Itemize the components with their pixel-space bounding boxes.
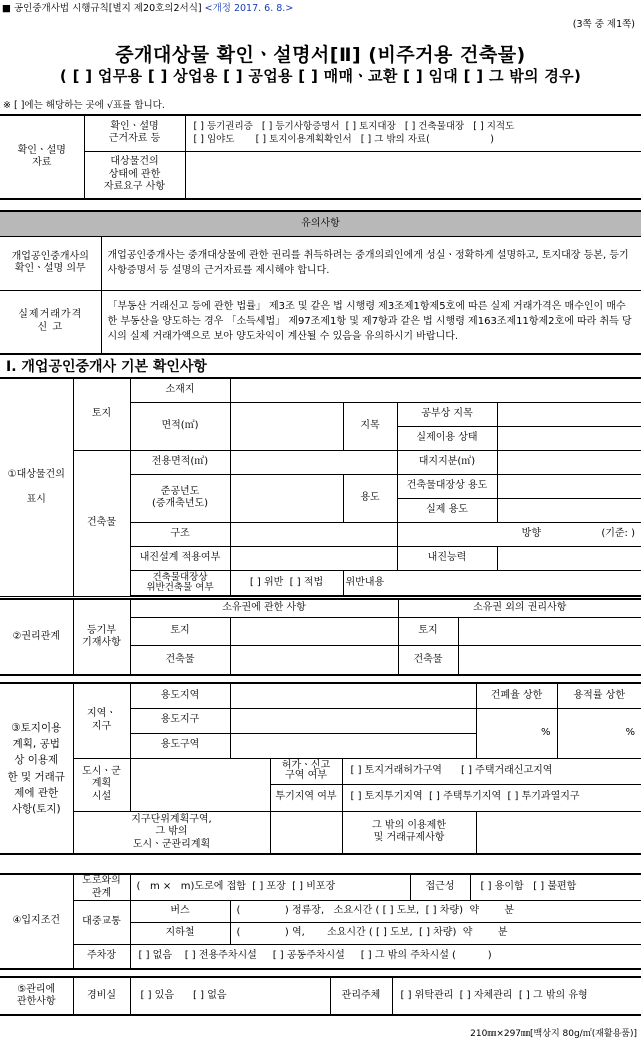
notice-header: 유의사항 <box>0 211 641 236</box>
law-reference: ■ 공인중개사법 시행규칙[별지 제20호의2서식] <box>2 3 202 14</box>
violation-content-label: 위반내용 <box>343 570 397 596</box>
district-plan-label: 지구단위계획구역, 그 밖의 도시ㆍ군관리계획 <box>73 811 270 854</box>
transit-label: 대중교통 <box>73 901 130 945</box>
seismic-label: 내진설계 적용여부 <box>130 546 230 570</box>
basis-line-2[interactable]: [ ] 임야도 [ ] 토지이용계획확인서 [ ] 그 밖의 자료( ) <box>193 134 494 146</box>
jimok-label: 지목 <box>343 402 397 450</box>
permit-options[interactable]: [ ] 토지거래허가구역 [ ] 주택거래신고지역 <box>342 758 641 784</box>
structure-label: 구조 <box>130 522 230 546</box>
violation-options[interactable]: [ ] 위반 [ ] 적법 <box>230 570 343 596</box>
permit-label: 허가ㆍ신고 구역 여부 <box>270 758 342 784</box>
page-indicator: (3쪽 중 제1쪽) <box>572 19 635 30</box>
road-label: 도로와의 관계 <box>73 874 130 901</box>
actual-use-field[interactable] <box>497 426 641 450</box>
other-building-label: 건축물 <box>398 645 458 675</box>
spec-options[interactable]: [ ] 토지투기지역 [ ] 주택투기지역 [ ] 투기과열지구 <box>342 784 641 811</box>
seismic-field[interactable] <box>230 546 397 570</box>
seismic-cap-field[interactable] <box>497 546 641 570</box>
mgmt-table <box>0 976 641 1016</box>
basis-line-1[interactable]: [ ] 등기권리증 [ ] 등기사항증명서 [ ] 토지대장 [ ] 건축물대장 [ ] 지적도 <box>193 120 515 132</box>
use-zone-label: 용도구역 <box>130 733 230 758</box>
revision-date: <개정 2017. 6. 8.> <box>204 3 294 14</box>
public-jimok-label: 공부상 지목 <box>397 402 497 426</box>
direction-label: 방향 <box>397 522 547 546</box>
ledger-use-label: 건축물대장상 용도 <box>397 474 497 498</box>
spec-area-label: 투기지역 여부 <box>270 784 342 811</box>
road-field[interactable]: ( m × m)도로에 접함 [ ] 포장 [ ] 비포장 <box>130 874 410 901</box>
price-label: 실제거래가격 신 고 <box>0 290 101 354</box>
notice-table <box>0 210 641 355</box>
land-label: 토지 <box>73 378 130 450</box>
other-rights-header: 소유권 외의 권리사항 <box>398 599 641 617</box>
confirm-label: 확인ㆍ설명 자료 <box>0 115 84 199</box>
landuse-table <box>0 682 641 855</box>
bus-field[interactable]: ( ) 정류장, 소요시간 ( [ ] 도보, [ ] 차량) 약 분 <box>230 901 641 923</box>
building-label: 건축물 <box>73 450 130 596</box>
own-land-field[interactable] <box>230 617 398 645</box>
violation-content-field[interactable] <box>397 570 641 596</box>
bcr-label: 건폐율 상한 <box>476 683 557 708</box>
subject-label: 관리주체 <box>330 977 392 1015</box>
use-area-label: 용도지역 <box>130 683 230 708</box>
built-year-field[interactable] <box>230 474 343 522</box>
bus-label: 버스 <box>130 901 230 923</box>
actual-use-label: 실제이용 상태 <box>397 426 497 450</box>
price-text: 「부동산 거래신고 등에 관한 법률」 제3조 및 같은 법 시행령 제3조제1항제5호에 따른 실제 거래가격은 매수인이 매수한 부동산을 양도하는 경우 「소득세법」 제97조제1항 및 제7항과 같은 법 시행령 제163조제11항제2호에 따라 취득 당시의 실제 거래가액으로 보아 양도차익이 계산될 수 있음을 유의하시기 바랍니다. <box>101 290 641 354</box>
request-field[interactable] <box>185 151 641 199</box>
registry-label: 등기부 기재사항 <box>73 599 130 675</box>
rights-table <box>0 598 641 676</box>
seismic-cap-label: 내진능력 <box>397 546 497 570</box>
address-field[interactable] <box>230 378 641 402</box>
guard-label: 경비실 <box>73 977 130 1015</box>
exclusive-area-field[interactable] <box>230 450 397 474</box>
confirm-table <box>0 114 641 200</box>
basis-options[interactable] <box>185 115 641 151</box>
address-label: 소재지 <box>130 378 230 402</box>
exclusive-area-label: 전용면적(㎡) <box>130 450 230 474</box>
actual-use2-label: 실제 용도 <box>397 498 497 522</box>
ownership-header: 소유권에 관한 사항 <box>130 599 398 617</box>
violation-label: 건축물대장상 위반건축물 여부 <box>130 570 230 596</box>
object-table <box>0 377 641 597</box>
use-label: 용도 <box>343 474 397 522</box>
city-plan-field[interactable] <box>130 758 270 811</box>
subject-options[interactable]: [ ] 위탁관리 [ ] 자체관리 [ ] 그 밖의 유형 <box>392 977 641 1015</box>
other-building-field[interactable] <box>458 645 641 675</box>
object-label: ①대상물건의 표시 <box>0 378 73 596</box>
use-district-label: 용도지구 <box>130 708 230 733</box>
section-title: Ⅰ. 개업공인중개사 기본 확인사항 <box>6 359 207 375</box>
duty-text: 개업공인중개사는 중개대상물에 관한 권리를 취득하려는 중개의뢰인에게 성실ㆍ정확하게 설명하고, 토지대장 등본, 등기사항증명서 등 설명의 근거자료를 제시해야 합니다. <box>101 236 641 290</box>
other-limits-field[interactable] <box>476 811 641 854</box>
location-table <box>0 873 641 970</box>
zone-label: 지역ㆍ 지구 <box>73 683 130 758</box>
subway-label: 지하철 <box>130 923 230 945</box>
landuse-label: ③토지이용 계획, 공법 상 이용제 한 및 거래규 제에 관한 사항(토지) <box>0 683 73 854</box>
access-label: 접근성 <box>410 874 470 901</box>
form-header <box>2 0 293 14</box>
direction-basis[interactable]: (기준: ) <box>547 522 641 546</box>
basis-label: 확인ㆍ설명 근거자료 등 <box>84 115 185 151</box>
parking-options[interactable]: [ ] 없음 [ ] 전용주차시설 [ ] 공동주차시설 [ ] 그 밖의 주차시설 ( ) <box>130 945 641 969</box>
land-share-label: 대지지분(㎡) <box>397 450 497 474</box>
built-year-label: 준공년도 (증개축년도) <box>130 474 230 522</box>
own-land-label: 토지 <box>130 617 230 645</box>
far-label: 용적률 상한 <box>557 683 641 708</box>
other-land-field[interactable] <box>458 617 641 645</box>
actual-use2-field[interactable] <box>497 498 641 522</box>
use-area-field[interactable] <box>230 683 476 708</box>
other-land-label: 토지 <box>398 617 458 645</box>
page-subtitle: ( [ ] 업무용 [ ] 상업용 [ ] 공업용 [ ] 매매ㆍ교환 [ ] 임대 [ ] 그 밖의 경우) <box>59 67 582 85</box>
subway-field[interactable]: ( ) 역, 소요시간 ( [ ] 도보, [ ] 차량) 약 분 <box>230 923 641 945</box>
use-district-field[interactable] <box>230 708 476 733</box>
area-label: 면적(㎡) <box>130 402 230 450</box>
paper-spec: 210㎜×297㎜[백상지 80g/㎡(재활용품)] <box>470 1029 637 1039</box>
ledger-use-field[interactable] <box>497 474 641 498</box>
use-zone-field[interactable] <box>230 733 476 758</box>
district-plan-field[interactable] <box>270 811 342 854</box>
far-field[interactable]: % <box>557 708 641 758</box>
duty-label: 개업공인중개사의 확인ㆍ설명 의무 <box>0 236 101 290</box>
parking-label: 주차장 <box>73 945 130 969</box>
page-title: 중개대상물 확인ㆍ설명서[Ⅱ] (비주거용 건축물) <box>115 44 526 66</box>
other-limits-label: 그 밖의 이용제한 및 거래규제사항 <box>342 811 476 854</box>
mgmt-label: ⑤관리에 관한사항 <box>0 977 73 1015</box>
structure-field[interactable] <box>230 522 397 546</box>
access-options[interactable]: [ ] 용이함 [ ] 불편함 <box>470 874 641 901</box>
rights-label: ②권리관계 <box>0 599 73 675</box>
area-field[interactable] <box>230 402 343 450</box>
land-share-field[interactable] <box>497 450 641 474</box>
request-label: 대상물건의 상태에 관한 자료요구 사항 <box>84 151 185 199</box>
city-plan-label: 도시ㆍ군 계획 시설 <box>73 758 130 811</box>
own-building-field[interactable] <box>230 645 398 675</box>
location-label: ④입지조건 <box>0 874 73 969</box>
checkbox-note: ※ [ ]에는 해당하는 곳에 √표를 합니다. <box>3 100 165 111</box>
public-jimok-field[interactable] <box>497 402 641 426</box>
own-building-label: 건축물 <box>130 645 230 675</box>
bcr-field[interactable]: % <box>476 708 557 758</box>
guard-options[interactable]: [ ] 있음 [ ] 없음 <box>130 977 330 1015</box>
